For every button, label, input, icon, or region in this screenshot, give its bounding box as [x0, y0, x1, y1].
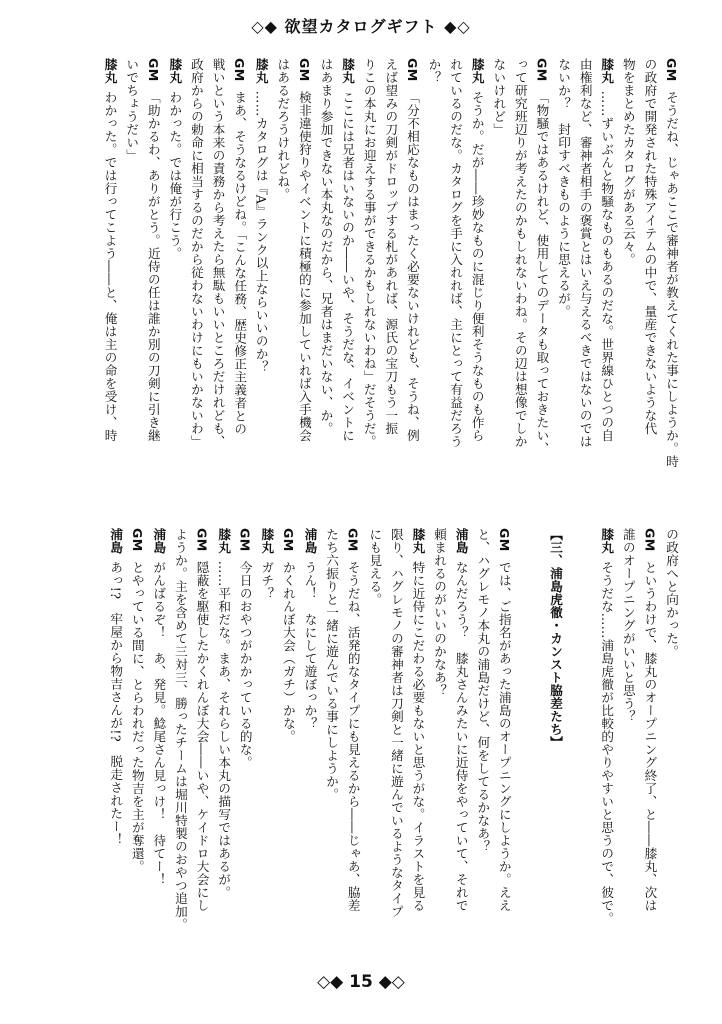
- dialogue-line: [407, 528, 429, 956]
- line-text: か？: [426, 58, 442, 84]
- dialogue-line: [552, 58, 574, 513]
- line-text: 【三、浦島虎徹・カンスト脇差たち】: [548, 528, 564, 749]
- speaker-label: 膝丸: [259, 528, 275, 554]
- dialogue-line: [639, 528, 661, 956]
- dialogue-line: [191, 528, 213, 956]
- dialogue-line: [515, 528, 537, 956]
- dialogue-line: [250, 58, 272, 513]
- line-text: [578, 528, 593, 541]
- dialogue-line: [164, 58, 186, 513]
- line-text: [518, 528, 533, 541]
- speaker-label: 膝丸: [253, 58, 269, 84]
- page-number: ◇◆ 15 ◆◇: [317, 972, 405, 992]
- dialogue-line: [596, 528, 618, 956]
- line-text: ないか？ 封印すべきものように思えるが。: [556, 58, 572, 318]
- line-text: の政府で開発された特殊アイテムの中で、量産できないような代: [642, 58, 658, 435]
- dialogue-line: [169, 528, 191, 956]
- line-text: ……ずいぶんと物騒なものもあるのだな。世界線ひとつの自: [599, 90, 615, 442]
- dialogue-line: [660, 58, 682, 513]
- speaker-label: GM: [534, 58, 550, 82]
- dialogue-line: [229, 58, 251, 513]
- line-text: 隠蔽を駆使したかくれんぼ大会――いや、ケイドロ大会にし: [194, 560, 210, 912]
- dialogue-line: [364, 528, 386, 956]
- dialogue-line: [660, 528, 682, 956]
- speaker-label: GM: [194, 528, 210, 552]
- line-text: と、ハグレモノ本丸の浦島だけど、何をしてるかなあ？: [475, 528, 491, 853]
- speaker-label: GM: [496, 528, 512, 552]
- line-text: 物をまとめたカタログがある云々。: [620, 58, 636, 266]
- speaker-label: 浦島: [302, 528, 318, 554]
- speaker-label: GM: [237, 528, 253, 552]
- speaker-label: GM: [280, 528, 296, 552]
- dialogue-line: [472, 528, 494, 956]
- dialogue-line: [617, 528, 639, 956]
- line-text: まあ、そうなるけどね。「こんな任務、歴史修正主義者との: [232, 90, 248, 436]
- dialogue-line: [293, 58, 315, 513]
- line-text: 誰のオープニングがいいと思う？: [620, 528, 636, 723]
- line-text: なんだろう？ 膝丸さんみたいに近侍をやっていて、それで: [453, 560, 469, 912]
- dialogue-line: [428, 528, 450, 956]
- line-text: がんばるぞ！ あ、発見。鯰尾さん見っけ！ 待てー！: [151, 560, 167, 886]
- line-text: そうだな……浦島虎徹が比較的やりやすいと思うので、彼で。: [599, 560, 615, 925]
- dialogue-line: [401, 58, 423, 513]
- line-text: ないけれど」: [491, 58, 507, 136]
- speaker-label: 浦島: [151, 528, 167, 554]
- upper-text-block: [82, 58, 682, 513]
- section-heading: [544, 528, 566, 956]
- speaker-label: GM: [404, 58, 420, 82]
- speaker-label: GM: [145, 58, 161, 82]
- speaker-label: GM: [129, 528, 145, 552]
- dialogue-line: [509, 58, 531, 513]
- line-text: りこの本丸にお迎えする事ができるかもしれないわね」だそうだ。: [361, 58, 377, 448]
- line-text: そうだね、活発的なタイプにも見えるから――じゃあ、脇差: [345, 560, 361, 912]
- line-text: 「物騒ではあるけれど、使用してのデータも取っておきたい、: [534, 90, 550, 455]
- lower-text-block: [82, 528, 682, 956]
- line-text: とやっている間に、とらわれだった物吉を主が奪還。: [129, 560, 145, 873]
- dialogue-line: [531, 58, 553, 513]
- line-text: ガチ？: [259, 560, 275, 600]
- speaker-label: GM: [642, 528, 658, 552]
- line-text: うん！ なにして遊ぼっか？: [302, 560, 318, 730]
- dialogue-line: [277, 528, 299, 956]
- speaker-label: 膝丸: [469, 58, 485, 84]
- line-text: 特に近侍にこだわる必要もないと思うがな。イラストを見る: [410, 560, 426, 912]
- dialogue-line: [256, 528, 278, 956]
- dialogue-line: [493, 528, 515, 956]
- speaker-label: 膝丸: [216, 528, 232, 554]
- speaker-label: GM: [296, 58, 312, 82]
- line-text: ……カタログは『A』ランク以上ならいいのか？: [253, 90, 269, 374]
- dialogue-line: [185, 58, 207, 513]
- speaker-label: 膝丸: [599, 58, 615, 84]
- dialogue-line: [444, 58, 466, 513]
- line-text: というわけで、膝丸のオープニング終了、と――膝丸、次は: [642, 560, 658, 912]
- line-text: たち六振りと一緒に遊んでいる事にしようか。: [324, 528, 340, 801]
- line-text: 検非違使狩りやイベントに積極的に参加していれば入手機会: [296, 90, 312, 442]
- dialogue-line: [574, 528, 596, 956]
- line-text: わかった。では俺が行こう。: [167, 90, 183, 260]
- speaker-label: 浦島: [108, 528, 124, 554]
- line-text: 由権利など、審神者相手の褒賞とはいえ与えるべきではないのでは: [577, 58, 593, 448]
- line-text: えば望みの刀剣がドロップする札があれば、源氏の宝刀もう一振: [383, 58, 399, 435]
- line-text: あっ!? 牢屋から物吉さんが!? 脱走されたー！: [108, 560, 124, 846]
- speaker-label: GM: [232, 58, 248, 82]
- line-text: れているのだな。カタログを手に入れれば、主にとって有益だろう: [448, 58, 464, 448]
- dialogue-line: [99, 58, 121, 513]
- dialogue-line: [358, 58, 380, 513]
- dialogue-line: [148, 528, 170, 956]
- line-text: 今日のおやつがかかっている的な。: [237, 560, 253, 769]
- speaker-label: 膝丸: [340, 58, 356, 84]
- line-text: ここには兄者はいないのか――いや、そうだな、イベントに: [340, 90, 356, 442]
- speaker-label: 膝丸: [410, 528, 426, 554]
- dialogue-line: [105, 528, 127, 956]
- line-text: 限り、ハグレモノの審神者は刀剣と一緒に遊んでいるようなタイプ: [388, 528, 404, 918]
- dialogue-line: [380, 58, 402, 513]
- line-text: 頼まれるのがいいのかなあ？: [432, 528, 448, 697]
- line-text: ようか。主を含めて三対三、勝ったチームは堀川特製のおやつ追加。: [172, 528, 188, 931]
- line-text: はあまり参加できない本丸なのだから、兄者はまだいない、か。: [318, 58, 334, 435]
- line-text: って研究班辺りが考えたのかもしれないわね。その辺は想像でしか: [512, 58, 528, 448]
- dialogue-line: [234, 528, 256, 956]
- dialogue-line: [142, 58, 164, 513]
- line-text: では、ご指名があった浦島のオープニングにしようか。ええ: [496, 560, 512, 912]
- dialogue-line: [207, 58, 229, 513]
- dialogue-line: [617, 58, 639, 513]
- line-text: かくれんぼ大会（ガチ）かな。: [280, 560, 296, 743]
- line-text: そうか。だが――珍妙なものに混じり便利そうなものも作ら: [469, 90, 485, 442]
- dialogue-line: [272, 58, 294, 513]
- dialogue-line: [639, 58, 661, 513]
- line-text: 「分不相応なものはまったく必要ないけれども、そうね、例: [404, 90, 420, 442]
- dialogue-line: [596, 58, 618, 513]
- dialogue-line: [315, 58, 337, 513]
- dialogue-line: [423, 58, 445, 513]
- dialogue-line: [385, 528, 407, 956]
- speaker-label: 膝丸: [599, 528, 615, 554]
- dialogue-line: [299, 528, 321, 956]
- line-text: わかった。では行ってこよう――と、俺は主の命を受け、時: [102, 90, 118, 442]
- dialogue-line: [574, 58, 596, 513]
- dialogue-line: [321, 528, 343, 956]
- line-text: 戦いという本来の責務から考えたら無駄もいいところだけれども、: [210, 58, 226, 448]
- line-text: はあるだろうけれどね。: [275, 58, 291, 201]
- line-text: 政府からの勅命に相当するのだから従わないわけにもいかないわ」: [188, 58, 204, 448]
- line-text: ……平和だな。まあ、それらしい本丸の描写ではあるが。: [216, 560, 232, 899]
- dialogue-line: [121, 58, 143, 513]
- speaker-label: 浦島: [453, 528, 469, 554]
- line-text: の政府へと向かった。: [664, 528, 679, 658]
- speaker-label: 膝丸: [102, 58, 118, 84]
- dialogue-line: [126, 528, 148, 956]
- line-text: いでちょうだい」: [124, 58, 140, 162]
- dialogue-line: [342, 528, 364, 956]
- dialogue-line: [337, 58, 359, 513]
- line-text: 「助かるわ、ありがとう。近侍の任は誰か別の刀剣に引き継: [145, 90, 161, 442]
- dialogue-line: [466, 58, 488, 513]
- dialogue-line: [450, 528, 472, 956]
- speaker-label: GM: [664, 58, 679, 82]
- line-text: にも見える。: [367, 528, 383, 606]
- line-text: そうだね、じゃあここで審神者が教えてくれた事にしようか。時: [664, 90, 679, 468]
- speaker-label: GM: [345, 528, 361, 552]
- running-header: ◇◆ 欲望カタログギフト ◆◇: [251, 17, 471, 36]
- speaker-label: 膝丸: [167, 58, 183, 84]
- dialogue-line: [213, 528, 235, 956]
- dialogue-line: [488, 58, 510, 513]
